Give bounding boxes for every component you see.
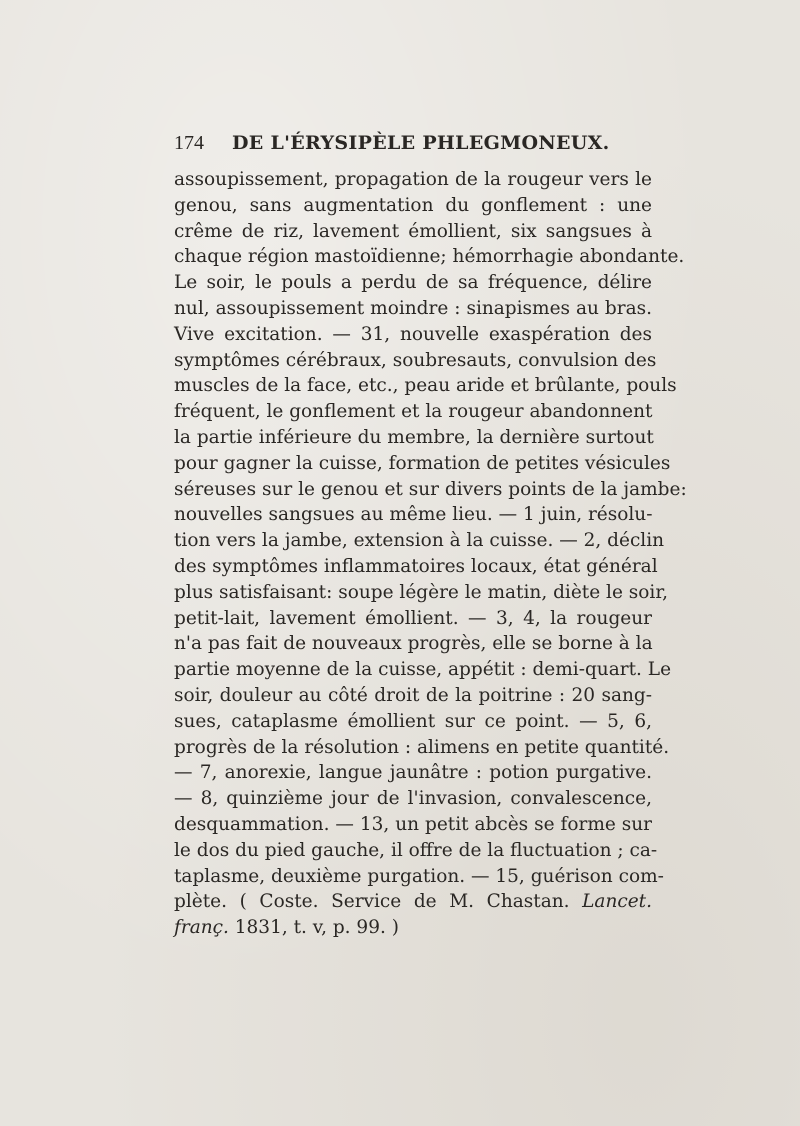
text-line: progrès de la résolution : alimens en petite quantité. <box>174 736 670 758</box>
text-line: crême de riz, lavement émollient, six sangsues à <box>174 220 652 242</box>
text-line: pour gagner la cuisse, formation de petites vésicules <box>174 452 671 474</box>
text-line: assoupissement, propagation de la rougeur vers le <box>174 169 652 190</box>
text-line: des symptômes inflammatoires locaux, état général <box>174 555 658 577</box>
page-header <box>174 127 634 159</box>
text-line: soir, douleur au côté droit de la poitrine : 20 sang- <box>174 684 652 706</box>
text-line: taplasme, deuxième purgation. — 15, guérison com- <box>174 865 664 887</box>
text-line: le dos du pied gauche, il offre de la fluctuation ; ca- <box>174 839 658 861</box>
body-text <box>174 167 687 941</box>
text-line: desquammation. — 13, un petit abcès se forme sur <box>174 813 652 835</box>
text-line: genou, sans augmentation du gonflement : une <box>174 194 652 216</box>
citation-reference: 1831, t. v, p. 99. ) <box>228 917 399 939</box>
text-line: fréquent, le gonflement et la rougeur abandonnent <box>174 401 653 423</box>
citation-journal-title: Lancet. <box>582 891 652 913</box>
text-line: partie moyenne de la cuisse, appétit : demi-quart. Le <box>174 659 672 681</box>
text-line: n'a pas fait de nouveaux progrès, elle se borne à la <box>174 633 653 655</box>
text-line: — 7, anorexie, langue jaunâtre : potion purgative. <box>174 762 652 784</box>
text-line: nouvelles sangsues au même lieu. — 1 juin, résolu- <box>174 504 653 526</box>
text-line: sues, cataplasme émollient sur ce point. — 5, 6, <box>174 710 652 732</box>
text-line <box>174 915 652 941</box>
text-line: séreuses sur le genou et sur divers points de la jambe: <box>174 478 687 500</box>
text-line: nul, assoupissement moindre : sinapismes au bras. <box>174 297 652 319</box>
running-title: DE L'ÉRYSIPÈLE PHLEGMONEUX. <box>232 132 610 154</box>
text-line: symptômes cérébraux, soubresauts, convulsion des <box>174 349 657 371</box>
text-line: Le soir, le pouls a perdu de sa fréquence, délire <box>174 272 652 294</box>
text-line: Vive excitation. — 31, nouvelle exaspération des <box>174 323 652 345</box>
page-number: 174 <box>174 132 204 154</box>
citation-text: plète. ( Coste. Service de M. Chastan. <box>174 891 583 913</box>
text-line: muscles de la face, etc., peau aride et brûlante, pouls <box>174 375 677 397</box>
text-line: — 8, quinzième jour de l'invasion, convalescence, <box>174 788 652 810</box>
text-line: chaque région mastoïdienne; hémorrhagie abondante. <box>174 246 685 268</box>
citation-journal-title-cont: franç. <box>174 917 229 939</box>
text-line <box>174 889 652 915</box>
text-line: la partie inférieure du membre, la dernière surtout <box>174 426 654 448</box>
text-line: plus satisfaisant: soupe légère le matin, diète le soir, <box>174 581 669 603</box>
text-line: tion vers la jambe, extension à la cuisse. — 2, déclin <box>174 530 665 552</box>
text-line: petit-lait, lavement émollient. — 3, 4, la rougeur <box>174 607 652 629</box>
